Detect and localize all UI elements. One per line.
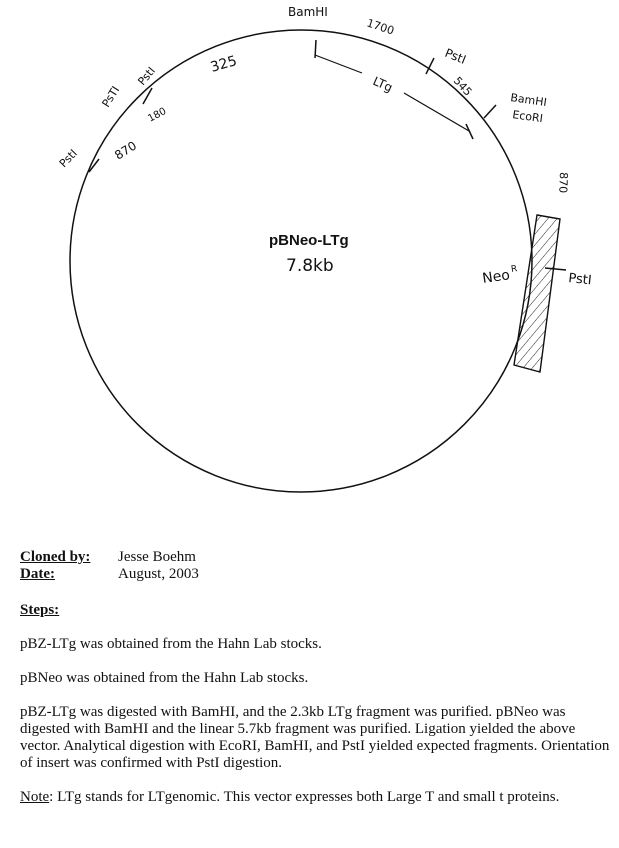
cloning-notes	[20, 549, 610, 806]
site-label-psti-left: PstI	[56, 146, 80, 171]
distance-180: 180	[146, 105, 169, 125]
insert-end-tick	[466, 124, 473, 139]
insert-label: LTg	[370, 73, 395, 95]
step-paragraph-2: pBNeo was obtained from the Hahn Lab stocks.	[20, 670, 309, 686]
cloned-by-label: Cloned by:	[20, 549, 91, 565]
date-label: Date:	[20, 566, 55, 582]
neo-resistance-cassette	[514, 215, 560, 372]
neo-resistance-label	[481, 264, 519, 287]
insert-line-right	[404, 93, 469, 131]
site-tick-bamhi-right	[484, 105, 496, 118]
distance-870-right: 870	[556, 171, 570, 194]
site-label-psti-upper-left-1: PsTI	[99, 83, 123, 110]
distance-545: 545	[450, 74, 475, 99]
site-label-ecori: EcoRI	[511, 108, 544, 126]
site-label-psti-upper-left-2: PstI	[135, 64, 158, 88]
neo-resistance-name: Neo	[481, 267, 511, 287]
step-paragraph-3: pBZ-LTg was digested with BamHI, and the 2.3kb LTg fragment was purified. pBNeo was digested with BamHI and the linear 5.7kb fragment was purified. Ligation yielded the above vector. Analytical digestion with EcoRI, BamHI, and PstI yielded expected fragments. Orientation of insert was confirmed with PstI digestion.	[20, 704, 610, 771]
date-value: August, 2003	[118, 566, 199, 582]
insert-line-left	[315, 55, 362, 73]
step-paragraph-1: pBZ-LTg was obtained from the Hahn Lab stocks.	[20, 636, 322, 652]
date-row	[20, 566, 610, 583]
note-paragraph	[20, 789, 610, 806]
site-label-bamhi-right: BamHI	[509, 91, 548, 110]
neo-resistance-superscript: R	[510, 264, 519, 275]
plasmid-size: 7.8kb	[286, 256, 334, 276]
cloned-by-value: Jesse Boehm	[118, 549, 196, 565]
distance-325: 325	[208, 53, 239, 76]
distance-870-left: 870	[112, 138, 140, 163]
site-label-psti-neo: PstI	[567, 271, 593, 289]
site-label-bamhi-top: BamHI	[288, 5, 328, 19]
steps-heading: Steps:	[20, 602, 60, 618]
plasmid-name: pBNeo-LTg	[269, 232, 349, 249]
cloned-by-row	[20, 549, 610, 566]
note-text: : LTg stands for LTgenomic. This vector expresses both Large T and small t proteins.	[49, 789, 560, 805]
distance-1700: 1700	[365, 16, 396, 38]
site-label-psti-right: PstI	[442, 45, 469, 67]
note-label: Note	[20, 789, 50, 805]
